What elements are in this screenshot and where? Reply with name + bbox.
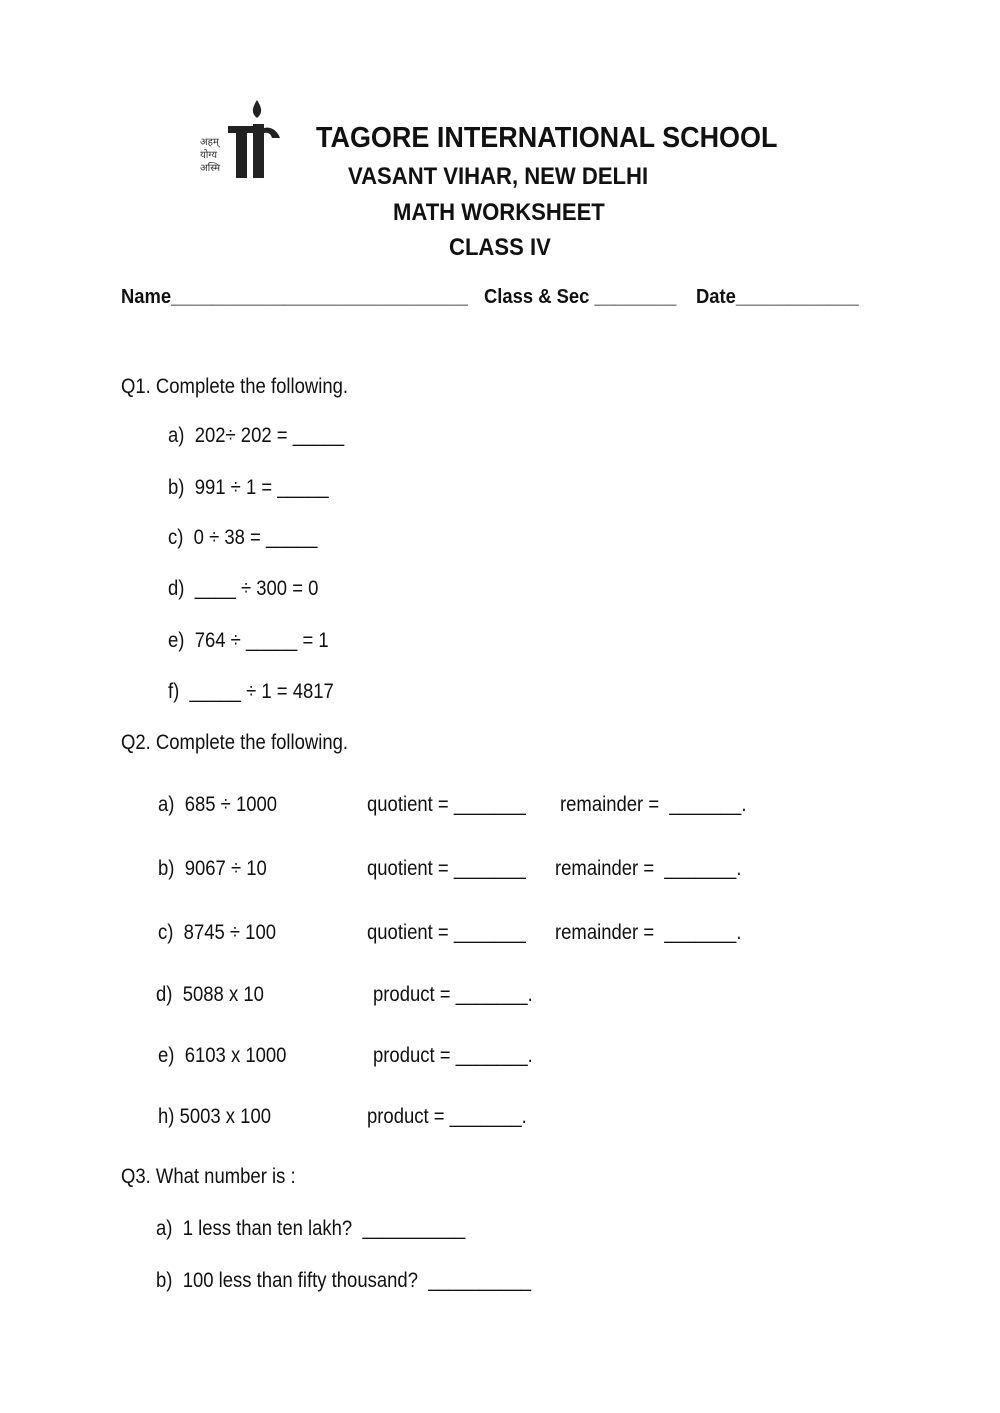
q3-heading: Q3. What number is :: [121, 1165, 296, 1188]
school-name: TAGORE INTERNATIONAL SCHOOL: [316, 122, 778, 154]
q2-expression: d) 5088 x 10: [156, 983, 264, 1006]
class-sec-field[interactable]: Class & Sec ________: [484, 286, 677, 308]
date-field[interactable]: Date____________: [696, 286, 859, 308]
q2-quotient-blank[interactable]: quotient = _______: [367, 857, 526, 880]
q2-heading: Q2. Complete the following.: [121, 731, 349, 754]
q1-item[interactable]: b) 991 ÷ 1 = _____: [168, 476, 329, 499]
q2-expression: h) 5003 x 100: [158, 1105, 272, 1128]
q2-remainder-blank[interactable]: remainder = _______.: [555, 921, 742, 944]
q1-item[interactable]: c) 0 ÷ 38 = _____: [168, 526, 318, 549]
logo-motto-line: अहम्: [200, 137, 219, 148]
school-logo: [198, 98, 282, 178]
logo-motto-line: योग्य: [200, 150, 217, 161]
q3-item[interactable]: b) 100 less than fifty thousand? __________: [156, 1269, 532, 1292]
q2-expression: b) 9067 ÷ 10: [158, 857, 267, 880]
q2-product-blank[interactable]: product = _______.: [367, 1105, 527, 1128]
logo-motto-line: अस्मि: [200, 163, 221, 174]
q2-remainder-blank[interactable]: remainder = _______.: [555, 857, 742, 880]
q1-item[interactable]: d) ____ ÷ 300 = 0: [168, 577, 319, 600]
q2-expression: a) 685 ÷ 1000: [158, 793, 278, 816]
q1-heading: Q1. Complete the following.: [121, 375, 349, 398]
class-title: CLASS IV: [449, 234, 551, 261]
q2-product-blank[interactable]: product = _______.: [373, 983, 533, 1006]
q2-expression: c) 8745 ÷ 100: [158, 921, 277, 944]
q2-expression: e) 6103 x 1000: [158, 1044, 287, 1067]
school-location: VASANT VIHAR, NEW DELHI: [348, 163, 649, 190]
q1-item[interactable]: e) 764 ÷ _____ = 1: [168, 629, 329, 652]
q1-item[interactable]: a) 202÷ 202 = _____: [168, 424, 345, 447]
q2-quotient-blank[interactable]: quotient = _______: [367, 793, 526, 816]
q1-item[interactable]: f) _____ ÷ 1 = 4817: [168, 680, 334, 703]
q3-item[interactable]: a) 1 less than ten lakh? __________: [156, 1217, 466, 1240]
name-field[interactable]: Name_____________________________: [121, 286, 468, 308]
q2-remainder-blank[interactable]: remainder = _______.: [560, 793, 747, 816]
q2-quotient-blank[interactable]: quotient = _______: [367, 921, 526, 944]
q2-product-blank[interactable]: product = _______.: [373, 1044, 533, 1067]
worksheet-title: MATH WORKSHEET: [393, 199, 605, 226]
